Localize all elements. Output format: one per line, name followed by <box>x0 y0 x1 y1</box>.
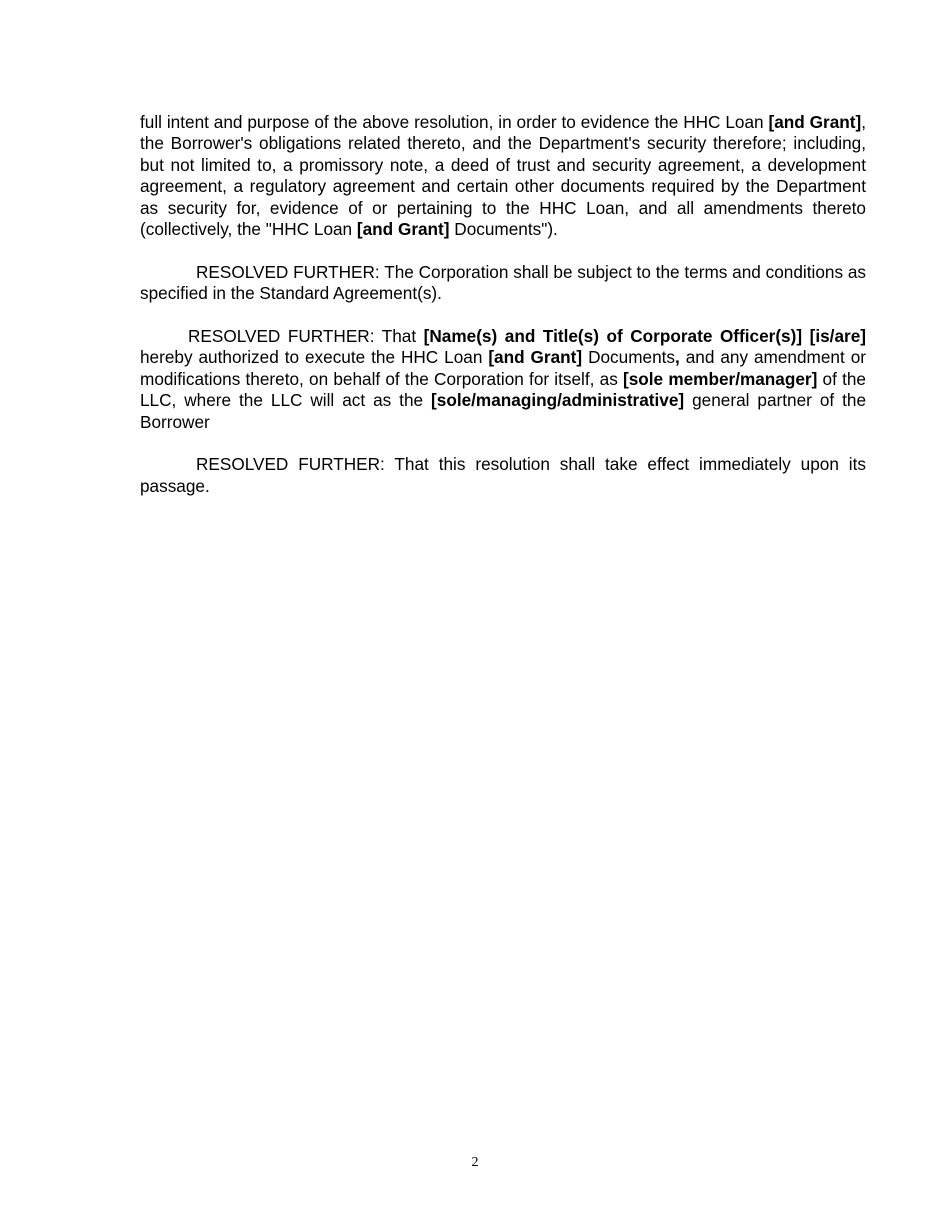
text-segment-bold: [and Grant] <box>768 112 862 132</box>
paragraph-resolved-terms <box>140 262 866 305</box>
text-segment-bold: [Name(s) and Title(s) of Corporate Officer(s)] [is/are] <box>423 326 866 347</box>
text-segment: general partner of the Borrower <box>140 390 867 432</box>
text-segment: , the Borrower's obligations related thereto, and the Department's security therefore; including, but not limited to, a promissory note, a deed of trust and security agreement, a development agreement, a regulatory agreement and certain other documents required by the Department as security for, evidence of or pertaining to the HHC Loan, and all amendments thereto (collectively, the "HHC Loan <box>140 112 866 240</box>
text-segment: RESOLVED FURTHER: That this resolution shall take effect immediately upon its passage. <box>140 454 866 496</box>
text-segment: full intent and purpose of the above resolution, in order to evidence the HHC Loan <box>140 112 769 132</box>
document-body <box>140 112 866 519</box>
text-segment-bold: , <box>675 347 680 368</box>
text-segment: Documents <box>582 347 675 368</box>
text-segment-bold: [sole member/manager] <box>623 368 818 389</box>
page-number: 2 <box>471 1155 479 1170</box>
paragraph-intro <box>140 112 866 240</box>
text-segment: of the LLC, where the LLC will act as the <box>140 368 866 411</box>
paragraph-resolved-authorization <box>140 326 866 433</box>
text-segment-bold: [and Grant] <box>488 347 583 368</box>
text-segment: hereby authorized to execute the HHC Loan <box>140 347 489 368</box>
text-segment-bold: [sole/managing/administrative] <box>431 390 685 411</box>
text-segment: Documents"). <box>449 219 558 240</box>
text-segment-bold: [and Grant] <box>356 219 450 240</box>
text-segment: RESOLVED FURTHER: The Corporation shall be subject to the terms and conditions as specified in the Standard Agreement(s). <box>140 261 866 304</box>
text-segment: RESOLVED FURTHER: That <box>188 326 424 347</box>
paragraph-resolved-effective <box>140 454 866 497</box>
text-segment: and any amendment or modifications thereto, on behalf of the Corporation for itself, as <box>140 347 866 389</box>
